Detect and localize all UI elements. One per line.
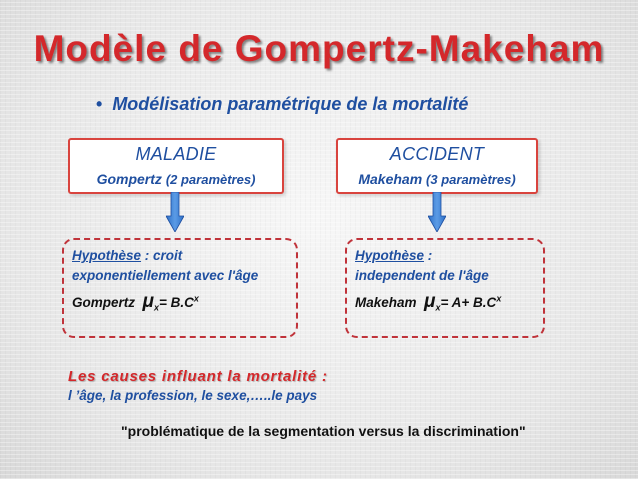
mu-symbol: μ [142,291,154,312]
hypothesis-right-line1 [355,248,432,263]
hypothesis-left-box [62,238,298,338]
accident-box [336,138,538,194]
formula-right-sup: x [496,293,502,304]
hypothesis-left-formula [72,291,199,313]
page-title: Modèle de Gompertz-Makeham [33,28,605,69]
formula-left-sup: x [193,293,199,304]
mu-subscript: x [154,302,160,313]
bullet-point [96,94,468,115]
accident-params: (3 paramètres) [426,172,516,187]
hypothesis-left-line1 [72,248,182,263]
formula-right-rest: = A+ B.C [440,295,497,310]
bullet-symbol: • [96,94,103,114]
mu-symbol: μ [424,291,436,312]
accident-model [338,171,536,187]
down-arrow-icon [166,192,184,232]
down-arrow-icon [428,192,446,232]
causes-text: l ’âge, la profession, le sexe,…..le pays [68,388,318,403]
hypothesis-right-label: Hypothèse [355,248,425,263]
formula-left-rest: = B.C [159,295,194,310]
hypothesis-right-rest: : [424,248,433,263]
accident-model-name: Makeham [358,171,423,187]
maladie-box [68,138,284,194]
hypothesis-right-box [345,238,545,338]
causes-title: Les causes influant la mortalité : [68,368,328,385]
formula-right-name: Makeham [355,295,417,310]
hypothesis-left-rest: : croit [141,248,183,263]
hypothesis-right-formula [355,291,501,313]
hypothesis-left-label: Hypothèse [72,248,142,263]
formula-left-name: Gompertz [72,295,136,310]
maladie-heading: MALADIE [135,144,217,164]
mu-subscript: x [435,302,441,313]
bullet-text: Modélisation paramétrique de la mortalité [112,94,469,114]
segmentation-quote: "problématique de la segmentation versus la discrimination" [121,423,526,439]
accident-heading: ACCIDENT [389,144,485,164]
hypothesis-right-line2: independent de l'âge [355,268,489,283]
hypothesis-left-line2: exponentiellement avec l'âge [72,268,259,283]
maladie-params: (2 paramètres) [165,172,256,187]
maladie-model-name: Gompertz [96,171,162,187]
maladie-model [70,171,282,187]
